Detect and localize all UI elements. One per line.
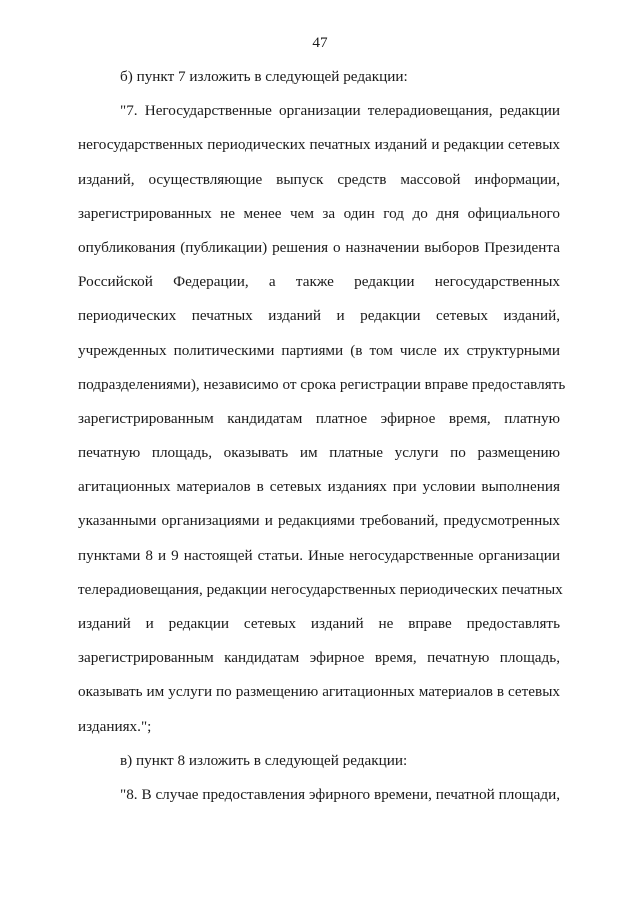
text-line: периодических печатных изданий и редакции сетевых изданий, xyxy=(78,307,560,325)
text-line: б) пункт 7 изложить в следующей редакции: xyxy=(120,68,408,85)
text-line: зарегистрированным кандидатам эфирное время, печатную площадь, xyxy=(78,649,560,667)
text-line: негосударственных периодических печатных изданий и редакции сетевых xyxy=(78,136,560,154)
text-line: указанными организациями и редакциями требований, предусмотренных xyxy=(78,512,560,530)
text-line: зарегистрированным кандидатам платное эфирное время, платную xyxy=(78,409,560,427)
page-number: 47 xyxy=(312,34,328,51)
text-line: в) пункт 8 изложить в следующей редакции: xyxy=(120,751,408,769)
text-line: подразделениями), независимо от срока регистрации вправе предоставлять xyxy=(78,375,566,393)
text-line: телерадиовещания, редакции негосударственных периодических печатных xyxy=(78,580,563,598)
text-line: изданиях."; xyxy=(78,717,152,735)
text-line: учрежденных политическими партиями (в том числе их структурными xyxy=(78,341,560,359)
text-line: "7. Негосударственные организации телерадиовещания, редакции xyxy=(120,102,560,120)
text-line: оказывать им услуги по размещению агитационных материалов в сетевых xyxy=(78,683,560,701)
text-line: печатную площадь, оказывать им платные услуги по размещению xyxy=(78,444,560,462)
text-line: агитационных материалов в сетевых изданиях при условии выполнения xyxy=(78,478,560,496)
text-line: пунктами 8 и 9 настоящей статьи. Иные негосударственные организации xyxy=(78,546,560,564)
text-line: зарегистрированных не менее чем за один год до дня официального xyxy=(78,204,560,222)
text-line: "8. В случае предоставления эфирного времени, печатной площади, xyxy=(120,785,560,803)
text-line: Российской Федерации, а также редакции негосударственных xyxy=(78,273,560,291)
body-text xyxy=(78,60,566,812)
text-line: опубликования (публикации) решения о назначении выборов Президента xyxy=(78,238,560,256)
text-line: изданий и редакции сетевых изданий не вправе предоставлять xyxy=(78,615,560,632)
text-line: изданий, осуществляющие выпуск средств массовой информации, xyxy=(78,170,560,188)
